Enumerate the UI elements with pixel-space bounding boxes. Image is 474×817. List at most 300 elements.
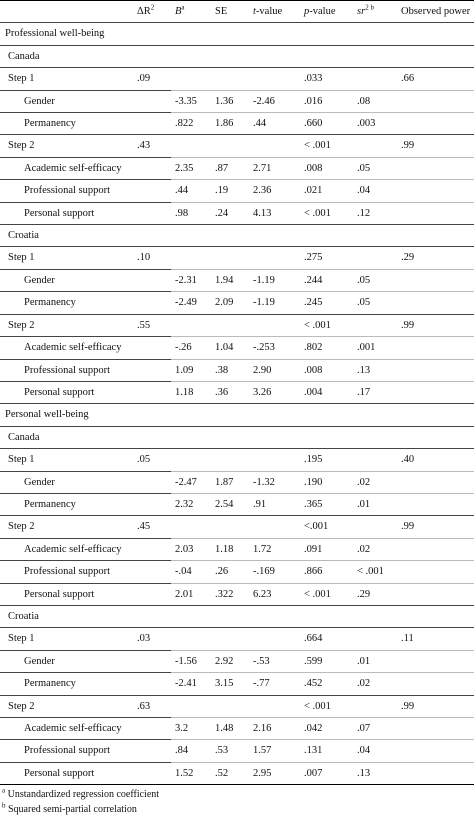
cell-label: Step 2 (0, 695, 133, 717)
cell-sr2 (353, 135, 397, 157)
cell-sr2 (353, 45, 397, 67)
cell-se: 1.87 (211, 471, 249, 493)
cell-p-value: <.001 (300, 516, 353, 538)
cell-t-value: -.53 (249, 650, 300, 672)
cell-b: -2.49 (171, 292, 211, 314)
note-a-text: Unstandardized regression coefficient (5, 789, 160, 801)
cell-p-value: .091 (300, 538, 353, 560)
cell-delta-r2 (133, 113, 171, 135)
cell-delta-r2 (133, 45, 171, 67)
cell-label: Croatia (0, 225, 133, 247)
cell-observed-power: .40 (397, 449, 474, 471)
predictor-row (0, 90, 474, 112)
cell-label: Permanency (0, 493, 133, 515)
cell-delta-r2: .05 (133, 449, 171, 471)
cell-delta-r2: .55 (133, 314, 171, 336)
cell-delta-r2 (133, 426, 171, 448)
cell-delta-r2 (133, 180, 171, 202)
cell-sr2 (353, 695, 397, 717)
cell-delta-r2 (133, 718, 171, 740)
cell-b: 2.32 (171, 493, 211, 515)
predictor-row (0, 202, 474, 224)
cell-se (211, 225, 249, 247)
header-b (171, 1, 211, 23)
cell-observed-power (397, 157, 474, 179)
cell-t-value: 2.16 (249, 718, 300, 740)
cell-p-value: < .001 (300, 314, 353, 336)
cell-label: Step 1 (0, 247, 133, 269)
header-b-sup: a (181, 3, 185, 12)
cell-sr2: .13 (353, 359, 397, 381)
cell-se: .36 (211, 381, 249, 403)
cell-t-value: 6.23 (249, 583, 300, 605)
header-blank (0, 1, 133, 23)
predictor-row (0, 337, 474, 359)
cell-t-value (249, 247, 300, 269)
cell-t-value (249, 695, 300, 717)
cell-delta-r2 (133, 381, 171, 403)
cell-t-value: 1.72 (249, 538, 300, 560)
cell-observed-power (397, 225, 474, 247)
cell-se: 2.92 (211, 650, 249, 672)
cell-p-value: .365 (300, 493, 353, 515)
predictor-row (0, 718, 474, 740)
cell-b (171, 695, 211, 717)
step-row (0, 449, 474, 471)
cell-observed-power: .29 (397, 247, 474, 269)
cell-b: .822 (171, 113, 211, 135)
cell-b (171, 23, 211, 45)
cell-label: Professional support (0, 180, 133, 202)
cell-t-value: 2.71 (249, 157, 300, 179)
cell-delta-r2 (133, 157, 171, 179)
cell-se (211, 314, 249, 336)
cell-observed-power (397, 673, 474, 695)
cell-delta-r2 (133, 90, 171, 112)
cell-t-value (249, 449, 300, 471)
predictor-row (0, 561, 474, 583)
cell-delta-r2 (133, 269, 171, 291)
cell-p-value: .452 (300, 673, 353, 695)
predictor-row (0, 493, 474, 515)
step-row (0, 516, 474, 538)
cell-sr2 (353, 628, 397, 650)
cell-delta-r2 (133, 762, 171, 784)
cell-sr2: .04 (353, 740, 397, 762)
cell-label: Gender (0, 650, 133, 672)
cell-b: 2.35 (171, 157, 211, 179)
cell-t-value (249, 45, 300, 67)
cell-sr2: .12 (353, 202, 397, 224)
cell-se: 1.04 (211, 337, 249, 359)
cell-se: 2.09 (211, 292, 249, 314)
cell-b (171, 68, 211, 90)
step-row (0, 314, 474, 336)
cell-sr2: .08 (353, 90, 397, 112)
cell-p-value: .244 (300, 269, 353, 291)
cell-t-value: -1.19 (249, 292, 300, 314)
cell-sr2 (353, 404, 397, 426)
cell-se: .322 (211, 583, 249, 605)
cell-p-value: .008 (300, 157, 353, 179)
predictor-row (0, 673, 474, 695)
cell-label: Professional well-being (0, 23, 133, 45)
header-t-italic: t (253, 6, 256, 17)
cell-delta-r2 (133, 337, 171, 359)
cell-b (171, 516, 211, 538)
cell-delta-r2: .45 (133, 516, 171, 538)
cell-se (211, 695, 249, 717)
cell-delta-r2 (133, 23, 171, 45)
cell-observed-power (397, 269, 474, 291)
cell-b (171, 314, 211, 336)
cell-se (211, 45, 249, 67)
cell-label: Croatia (0, 605, 133, 627)
cell-delta-r2 (133, 493, 171, 515)
outcome-group-row (0, 23, 474, 45)
cell-b: -2.41 (171, 673, 211, 695)
cell-b (171, 404, 211, 426)
cell-b (171, 225, 211, 247)
header-observed-power: Observed power (401, 6, 471, 17)
cell-sr2: .01 (353, 493, 397, 515)
cell-delta-r2 (133, 225, 171, 247)
header-p-value (300, 1, 353, 23)
cell-t-value (249, 516, 300, 538)
cell-t-value (249, 314, 300, 336)
cell-delta-r2: .09 (133, 68, 171, 90)
cell-observed-power (397, 650, 474, 672)
cell-b (171, 605, 211, 627)
note-b-text: Squared semi-partial correlation (5, 804, 137, 816)
cell-label: Step 1 (0, 449, 133, 471)
cell-p-value: < .001 (300, 695, 353, 717)
cell-label: Permanency (0, 673, 133, 695)
cell-t-value: -1.32 (249, 471, 300, 493)
cell-sr2: .02 (353, 538, 397, 560)
cell-sr2: .29 (353, 583, 397, 605)
cell-t-value (249, 68, 300, 90)
cell-b (171, 135, 211, 157)
country-row (0, 225, 474, 247)
cell-p-value (300, 404, 353, 426)
predictor-row (0, 157, 474, 179)
cell-se (211, 135, 249, 157)
cell-observed-power (397, 471, 474, 493)
cell-delta-r2: .03 (133, 628, 171, 650)
cell-observed-power (397, 718, 474, 740)
cell-sr2: .02 (353, 471, 397, 493)
header-t-value (249, 1, 300, 23)
cell-delta-r2: .10 (133, 247, 171, 269)
cell-observed-power (397, 202, 474, 224)
cell-t-value: 1.57 (249, 740, 300, 762)
cell-p-value: .599 (300, 650, 353, 672)
cell-p-value: .042 (300, 718, 353, 740)
cell-delta-r2: .63 (133, 695, 171, 717)
cell-se: 3.15 (211, 673, 249, 695)
cell-p-value: .131 (300, 740, 353, 762)
cell-observed-power (397, 23, 474, 45)
cell-b: .98 (171, 202, 211, 224)
cell-p-value: .008 (300, 359, 353, 381)
cell-se: 1.94 (211, 269, 249, 291)
cell-se (211, 605, 249, 627)
cell-p-value: < .001 (300, 202, 353, 224)
cell-p-value: .007 (300, 762, 353, 784)
cell-observed-power: .11 (397, 628, 474, 650)
cell-p-value: .016 (300, 90, 353, 112)
cell-sr2 (353, 68, 397, 90)
cell-sr2 (353, 605, 397, 627)
cell-observed-power (397, 538, 474, 560)
cell-observed-power: .99 (397, 516, 474, 538)
cell-sr2 (353, 314, 397, 336)
cell-b (171, 426, 211, 448)
outcome-group-row (0, 404, 474, 426)
cell-b: 1.18 (171, 381, 211, 403)
cell-t-value: 2.36 (249, 180, 300, 202)
cell-t-value: -.169 (249, 561, 300, 583)
predictor-row (0, 381, 474, 403)
cell-t-value (249, 135, 300, 157)
cell-b: -.26 (171, 337, 211, 359)
cell-delta-r2 (133, 404, 171, 426)
cell-b: .44 (171, 180, 211, 202)
cell-p-value (300, 23, 353, 45)
header-p-rest: -value (309, 6, 336, 17)
cell-b: -3.35 (171, 90, 211, 112)
header-t-rest: -value (255, 6, 283, 17)
cell-b: 1.52 (171, 762, 211, 784)
cell-sr2: .13 (353, 762, 397, 784)
cell-observed-power: .99 (397, 135, 474, 157)
cell-p-value: < .001 (300, 583, 353, 605)
cell-p-value (300, 225, 353, 247)
cell-delta-r2 (133, 673, 171, 695)
cell-observed-power (397, 493, 474, 515)
cell-se: .38 (211, 359, 249, 381)
cell-b (171, 449, 211, 471)
table-body (0, 23, 474, 785)
predictor-row (0, 113, 474, 135)
cell-b: -.04 (171, 561, 211, 583)
cell-se (211, 247, 249, 269)
cell-se: 2.54 (211, 493, 249, 515)
step-row (0, 628, 474, 650)
cell-t-value: -.253 (249, 337, 300, 359)
predictor-row (0, 292, 474, 314)
cell-observed-power (397, 561, 474, 583)
cell-label: Academic self-efficacy (0, 337, 133, 359)
note-a-mark: a (2, 786, 6, 795)
cell-label: Personal support (0, 583, 133, 605)
cell-sr2: .05 (353, 292, 397, 314)
cell-delta-r2 (133, 292, 171, 314)
cell-t-value: .91 (249, 493, 300, 515)
header-p-italic: p (304, 6, 310, 17)
cell-se (211, 426, 249, 448)
cell-se (211, 404, 249, 426)
cell-observed-power (397, 90, 474, 112)
cell-t-value: .44 (249, 113, 300, 135)
cell-t-value: 3.26 (249, 381, 300, 403)
cell-se: 1.36 (211, 90, 249, 112)
cell-se: .26 (211, 561, 249, 583)
cell-b: -1.56 (171, 650, 211, 672)
cell-label: Personal well-being (0, 404, 133, 426)
cell-sr2: .05 (353, 157, 397, 179)
cell-t-value (249, 23, 300, 45)
cell-b: 3.2 (171, 718, 211, 740)
cell-p-value: .195 (300, 449, 353, 471)
cell-t-value: 4.13 (249, 202, 300, 224)
header-sr-sup: 2 b (365, 3, 374, 12)
cell-label: Canada (0, 426, 133, 448)
cell-p-value: .866 (300, 561, 353, 583)
cell-observed-power (397, 113, 474, 135)
cell-observed-power: .66 (397, 68, 474, 90)
cell-se: .53 (211, 740, 249, 762)
cell-p-value: .021 (300, 180, 353, 202)
cell-se: .24 (211, 202, 249, 224)
cell-delta-r2 (133, 538, 171, 560)
cell-b (171, 45, 211, 67)
cell-sr2 (353, 247, 397, 269)
cell-sr2: .01 (353, 650, 397, 672)
cell-se (211, 23, 249, 45)
cell-observed-power (397, 292, 474, 314)
header-se: SE (215, 6, 228, 17)
cell-label: Canada (0, 45, 133, 67)
cell-p-value: .004 (300, 381, 353, 403)
predictor-row (0, 538, 474, 560)
cell-t-value (249, 426, 300, 448)
header-sr-text: sr (357, 6, 366, 17)
cell-p-value: .664 (300, 628, 353, 650)
cell-label: Permanency (0, 113, 133, 135)
cell-label: Step 2 (0, 135, 133, 157)
cell-delta-r2 (133, 471, 171, 493)
header-sr2 (353, 1, 397, 23)
cell-delta-r2 (133, 583, 171, 605)
cell-t-value: -2.46 (249, 90, 300, 112)
table-header-row (0, 1, 474, 23)
cell-se: .87 (211, 157, 249, 179)
cell-sr2 (353, 516, 397, 538)
cell-p-value: .245 (300, 292, 353, 314)
cell-t-value (249, 605, 300, 627)
cell-observed-power: .99 (397, 314, 474, 336)
cell-sr2 (353, 449, 397, 471)
cell-b (171, 247, 211, 269)
cell-observed-power (397, 404, 474, 426)
predictor-row (0, 762, 474, 784)
cell-label: Step 1 (0, 628, 133, 650)
note-b-mark: b (2, 801, 6, 810)
country-row (0, 605, 474, 627)
note-b (2, 802, 474, 817)
cell-sr2: .04 (353, 180, 397, 202)
cell-label: Academic self-efficacy (0, 718, 133, 740)
predictor-row (0, 269, 474, 291)
country-row (0, 45, 474, 67)
cell-p-value (300, 45, 353, 67)
table-notes (0, 787, 474, 817)
cell-se (211, 516, 249, 538)
cell-label: Academic self-efficacy (0, 538, 133, 560)
cell-t-value (249, 628, 300, 650)
cell-label: Academic self-efficacy (0, 157, 133, 179)
cell-label: Permanency (0, 292, 133, 314)
cell-t-value (249, 225, 300, 247)
header-delta-r2-sup: 2 (150, 3, 155, 12)
cell-delta-r2 (133, 740, 171, 762)
cell-t-value (249, 404, 300, 426)
cell-sr2: .17 (353, 381, 397, 403)
cell-observed-power (397, 337, 474, 359)
cell-t-value: -1.19 (249, 269, 300, 291)
cell-observed-power (397, 180, 474, 202)
cell-se: 1.86 (211, 113, 249, 135)
header-delta-r2 (133, 1, 171, 23)
predictor-row (0, 583, 474, 605)
cell-observed-power (397, 605, 474, 627)
step-row (0, 68, 474, 90)
cell-sr2: .05 (353, 269, 397, 291)
predictor-row (0, 359, 474, 381)
cell-observed-power (397, 583, 474, 605)
predictor-row (0, 650, 474, 672)
cell-label: Step 2 (0, 314, 133, 336)
cell-label: Gender (0, 90, 133, 112)
cell-observed-power: .99 (397, 695, 474, 717)
cell-sr2 (353, 225, 397, 247)
cell-se: .52 (211, 762, 249, 784)
cell-sr2: .02 (353, 673, 397, 695)
cell-p-value: < .001 (300, 135, 353, 157)
cell-b: 1.09 (171, 359, 211, 381)
cell-p-value: .802 (300, 337, 353, 359)
note-a (2, 787, 474, 802)
cell-observed-power (397, 762, 474, 784)
step-row (0, 247, 474, 269)
cell-label: Personal support (0, 762, 133, 784)
cell-delta-r2 (133, 605, 171, 627)
cell-t-value: 2.90 (249, 359, 300, 381)
cell-observed-power (397, 359, 474, 381)
cell-sr2: < .001 (353, 561, 397, 583)
cell-sr2: .003 (353, 113, 397, 135)
cell-se: .19 (211, 180, 249, 202)
cell-label: Gender (0, 471, 133, 493)
cell-label: Personal support (0, 381, 133, 403)
predictor-row (0, 740, 474, 762)
cell-label: Personal support (0, 202, 133, 224)
cell-b: -2.47 (171, 471, 211, 493)
cell-b: 2.01 (171, 583, 211, 605)
cell-delta-r2 (133, 202, 171, 224)
cell-se: 1.48 (211, 718, 249, 740)
cell-t-value: 2.95 (249, 762, 300, 784)
cell-sr2 (353, 23, 397, 45)
header-b-text: B (175, 6, 182, 17)
cell-label: Step 2 (0, 516, 133, 538)
cell-b: .84 (171, 740, 211, 762)
cell-delta-r2 (133, 359, 171, 381)
cell-delta-r2 (133, 650, 171, 672)
cell-label: Professional support (0, 561, 133, 583)
